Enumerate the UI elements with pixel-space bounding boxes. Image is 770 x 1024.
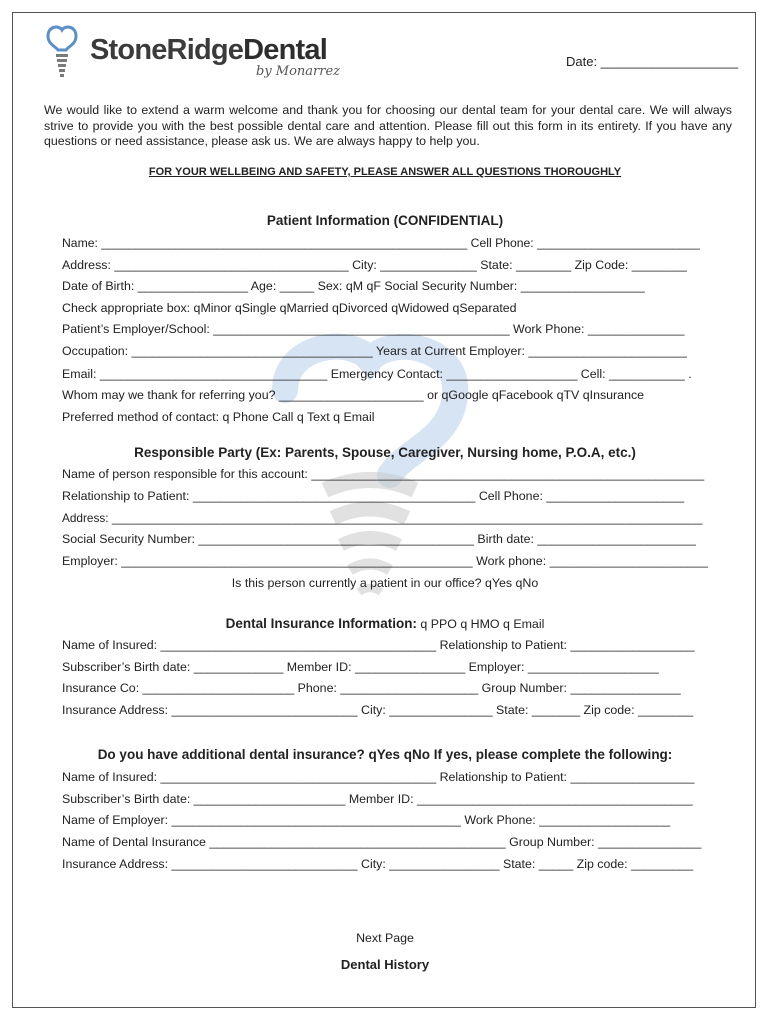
additional-row-subscriber[interactable]: Subscriber’s Birth date: ______________________ Member ID: ________________________________________ [62,792,693,806]
patient-row-contact-method[interactable]: Preferred method of contact: q Phone Call q Text q Email [62,410,375,424]
patient-row-marital-status[interactable]: Check appropriate box: qMinor qSingle qMarried qDivorced qWidowed qSeparated [62,301,517,315]
logo [42,24,342,88]
brand-script: by Monarrez [256,64,341,79]
responsible-row-employer[interactable]: Employer: ___________________________________________________ Work phone: _______________________ [62,554,709,568]
responsible-row-ssn[interactable]: Social Security Number: ________________________________________ Birth date: _______________________ [62,532,696,546]
patient-row-referral[interactable]: Whom may we thank for referring you? _____________________ or qGoogle qFacebook qTV qInsurance [62,388,645,402]
brand-part2: Dental [243,34,327,66]
responsible-current-patient-question[interactable]: Is this person currently a patient in our office? qYes qNo [231,576,539,590]
additional-row-employer[interactable]: Name of Employer: __________________________________________ Work Phone: ___________________ [62,813,671,827]
additional-row-insurance-name[interactable]: Name of Dental Insurance ___________________________________________ Group Number: _______________ [62,835,702,849]
insurance-heading [0,616,770,631]
patient-row-occupation[interactable]: Occupation: ___________________________________ Years at Current Employer: _______________________ [62,344,687,358]
brand-part1: StoneRidge [90,34,244,66]
tooth-implant-logo-icon [42,24,82,84]
patient-row-dob[interactable]: Date of Birth: ________________ Age: _____ Sex: qM qF Social Security Number: __________________ [62,279,645,293]
responsible-row-address[interactable]: Address: __________________________________________________________________________________________ [62,511,703,525]
date-field[interactable]: Date: ___________________ [566,54,739,69]
insurance-heading-title: Dental Insurance Information: [225,616,417,631]
responsible-row-relationship[interactable]: Relationship to Patient: _________________________________________ Cell Phone: ____________________ [62,489,685,503]
insurance-plan-options[interactable]: q PPO q HMO q Email [416,617,545,631]
insurance-row-address[interactable]: Insurance Address: ___________________________ City: _______________ State: _______ Zip code: ________ [62,703,694,717]
safety-notice: FOR YOUR WELLBEING AND SAFETY, PLEASE ANSWER ALL QUESTIONS THOROUGHLY [148,166,622,178]
intro-paragraph: We would like to extend a warm welcome and thank you for choosing our dental team for your dental care. We will always strive to provide you with the best possible dental care and attention. Please fill out this form in its entirety. If you have any questions or need assistance, please ask us. We are always happy to help you. [44,103,732,148]
patient-row-email[interactable]: Email: _________________________________ Emergency Contact: ___________________ Cell: ___________ . [62,367,692,381]
insurance-row-insured[interactable]: Name of Insured: ________________________________________ Relationship to Patient: __________________ [62,638,695,652]
responsible-row-name[interactable]: Name of person responsible for this account: _________________________________________________________ [62,467,705,481]
patient-info-heading: Patient Information (CONFIDENTIAL) [266,213,504,228]
additional-row-address[interactable]: Insurance Address: ___________________________ City: ________________ State: _____ Zip code: _________ [62,857,694,871]
patient-row-employer[interactable]: Patient’s Employer/School: ___________________________________________ Work Phone: ______________ [62,322,685,336]
additional-row-insured[interactable]: Name of Insured: ________________________________________ Relationship to Patient: __________________ [62,770,695,784]
dental-history-label: Dental History [340,957,430,972]
next-page-label: Next Page [356,931,414,945]
brand-name [90,34,327,67]
patient-row-name[interactable]: Name: ______________________________________________________ Cell Phone: ________________________ [62,236,700,250]
patient-row-address[interactable]: Address: __________________________________ City: ______________ State: ________ Zip Code: ________ [62,258,687,272]
insurance-row-subscriber[interactable]: Subscriber’s Birth date: _____________ Member ID: ________________ Employer: ___________________ [62,660,659,674]
insurance-row-company[interactable]: Insurance Co: ______________________ Phone: ____________________ Group Number: ________________ [62,681,681,695]
additional-insurance-heading[interactable]: Do you have additional dental insurance? qYes qNo If yes, please complete the following: [97,747,673,762]
responsible-party-heading: Responsible Party (Ex: Parents, Spouse, Caregiver, Nursing home, P.O.A, etc.) [134,445,636,460]
